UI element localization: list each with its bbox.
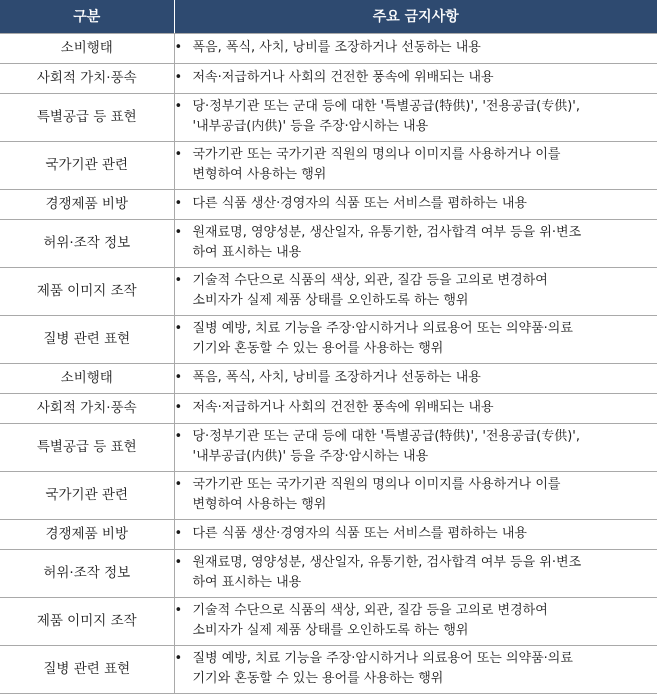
table-row <box>0 267 657 315</box>
description-cell <box>174 549 657 597</box>
description-text: 국가기관 또는 국가기관 직원의 명의나 이미지를 사용하거나 이를 변형하여 사용하는 행위 <box>192 147 561 182</box>
description-cell <box>174 189 657 219</box>
bullet-mark: • <box>174 526 183 541</box>
category-cell: 경쟁제품 비방 <box>0 519 174 549</box>
table-row <box>0 549 657 597</box>
category-cell: 허위·조작 정보 <box>0 549 174 597</box>
description-text: 원재료명, 영양성분, 생산일자, 유통기한, 검사합격 여부 등을 위·변조 하여 표시하는 내용 <box>192 555 582 590</box>
table-row <box>0 597 657 645</box>
bullet-mark: • <box>174 555 183 570</box>
category-cell: 사회적 가치·풍속 <box>0 63 174 93</box>
description-text: 기술적 수단으로 식품의 색상, 외관, 질감 등을 고의로 변경하여 소비자가 실제 제품 상태를 오인하도록 하는 행위 <box>192 603 548 638</box>
bullet-mark: • <box>174 273 183 288</box>
description-text: 당·정부기관 또는 군대 등에 대한 '특별공급(特供)', '전용공급(专供)', '내부공급(内供)' 등을 주장·암시하는 내용 <box>192 429 580 464</box>
header-row <box>0 0 657 33</box>
description-cell <box>174 519 657 549</box>
category-cell: 사회적 가치·풍속 <box>0 393 174 423</box>
description-text: 폭음, 폭식, 사치, 낭비를 조장하거나 선동하는 내용 <box>192 40 481 55</box>
table-row <box>0 393 657 423</box>
description-cell <box>174 219 657 267</box>
description-cell <box>174 93 657 141</box>
table-row <box>0 363 657 393</box>
description-cell <box>174 141 657 189</box>
bullet-mark: • <box>174 603 183 618</box>
table-row <box>0 219 657 267</box>
bullet-mark: • <box>174 40 183 55</box>
category-cell: 경쟁제품 비방 <box>0 189 174 219</box>
bullet-mark: • <box>174 196 183 211</box>
description-cell <box>174 423 657 471</box>
table-row <box>0 519 657 549</box>
category-cell: 소비행태 <box>0 33 174 63</box>
description-text: 원재료명, 영양성분, 생산일자, 유통기한, 검사합격 여부 등을 위·변조 하여 표시하는 내용 <box>192 225 582 260</box>
header-category: 구분 <box>0 0 174 33</box>
table-row <box>0 33 657 63</box>
description-cell <box>174 363 657 393</box>
description-cell <box>174 315 657 363</box>
description-text: 저속·저급하거나 사회의 건전한 풍속에 위배되는 내용 <box>192 70 494 85</box>
table-row <box>0 645 657 693</box>
description-text: 저속·저급하거나 사회의 건전한 풍속에 위배되는 내용 <box>192 400 494 415</box>
bullet-mark: • <box>174 99 183 114</box>
table-row <box>0 189 657 219</box>
description-text: 폭음, 폭식, 사치, 낭비를 조장하거나 선동하는 내용 <box>192 370 481 385</box>
description-text: 다른 식품 생산·경영자의 식품 또는 서비스를 폄하하는 내용 <box>192 196 527 211</box>
category-cell: 질병 관련 표현 <box>0 315 174 363</box>
category-cell: 제품 이미지 조작 <box>0 267 174 315</box>
category-cell: 제품 이미지 조작 <box>0 597 174 645</box>
table-row <box>0 63 657 93</box>
bullet-mark: • <box>174 225 183 240</box>
description-text: 다른 식품 생산·경영자의 식품 또는 서비스를 폄하하는 내용 <box>192 526 527 541</box>
description-cell <box>174 63 657 93</box>
table-row <box>0 423 657 471</box>
bullet-mark: • <box>174 370 183 385</box>
bullet-mark: • <box>174 651 183 666</box>
description-cell <box>174 393 657 423</box>
category-cell: 특별공급 등 표현 <box>0 93 174 141</box>
table-row <box>0 315 657 363</box>
description-cell <box>174 33 657 63</box>
table-row <box>0 471 657 519</box>
category-cell: 질병 관련 표현 <box>0 645 174 693</box>
description-text: 기술적 수단으로 식품의 색상, 외관, 질감 등을 고의로 변경하여 소비자가 실제 제품 상태를 오인하도록 하는 행위 <box>192 273 548 308</box>
category-cell: 허위·조작 정보 <box>0 219 174 267</box>
description-cell <box>174 645 657 693</box>
description-cell <box>174 597 657 645</box>
bullet-mark: • <box>174 400 183 415</box>
bullet-mark: • <box>174 477 183 492</box>
table-row <box>0 141 657 189</box>
description-text: 당·정부기관 또는 군대 등에 대한 '특별공급(特供)', '전용공급(专供)', '내부공급(内供)' 등을 주장·암시하는 내용 <box>192 99 580 134</box>
category-cell: 국가기관 관련 <box>0 141 174 189</box>
table-row <box>0 93 657 141</box>
description-text: 질병 예방, 치료 기능을 주장·암시하거나 의료용어 또는 의약품·의료 기기와 혼동할 수 있는 용어를 사용하는 행위 <box>192 651 573 686</box>
bullet-mark: • <box>174 70 183 85</box>
category-cell: 소비행태 <box>0 363 174 393</box>
description-cell <box>174 471 657 519</box>
header-content: 주요 금지사항 <box>174 0 657 33</box>
category-cell: 국가기관 관련 <box>0 471 174 519</box>
description-text: 국가기관 또는 국가기관 직원의 명의나 이미지를 사용하거나 이를 변형하여 사용하는 행위 <box>192 477 561 512</box>
table-header <box>0 0 657 33</box>
description-text: 질병 예방, 치료 기능을 주장·암시하거나 의료용어 또는 의약품·의료 기기와 혼동할 수 있는 용어를 사용하는 행위 <box>192 321 573 356</box>
description-cell <box>174 267 657 315</box>
bullet-mark: • <box>174 147 183 162</box>
bullet-mark: • <box>174 321 183 336</box>
category-cell: 특별공급 등 표현 <box>0 423 174 471</box>
bullet-mark: • <box>174 429 183 444</box>
